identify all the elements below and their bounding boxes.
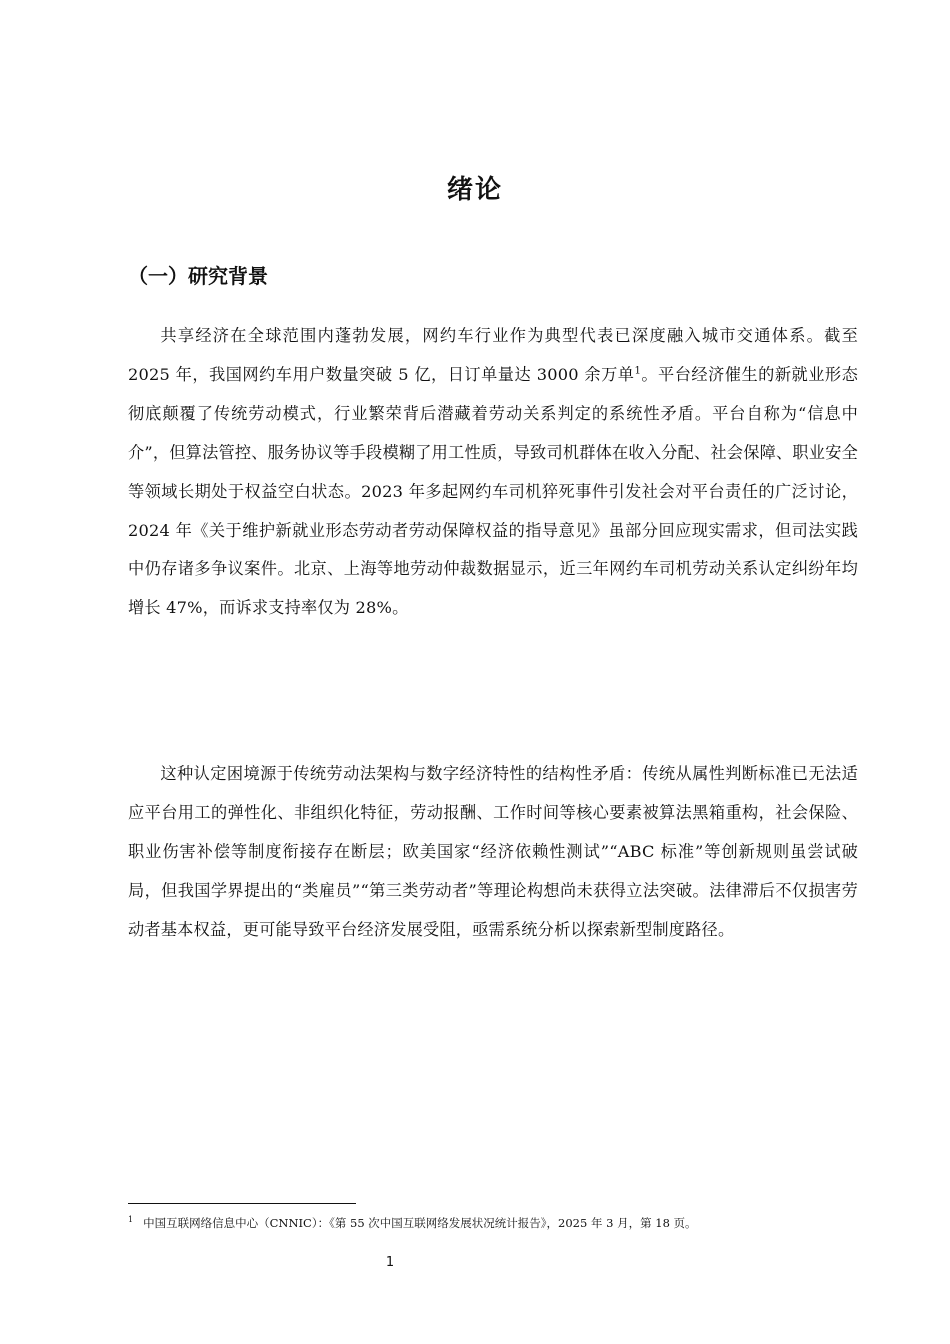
paragraph-1-text-b: 。平台经济催生的新就业形态彻底颠覆了传统劳动模式，行业繁荣背后潜藏着劳动关系判定的系统性矛盾。平台自称为“信息中介”，但算法管控、服务协议等手段模糊了用工性质，导致司机群体在收入分配、社会保障、职业安全等领域长期处于权益空白状态。2023 年多起网约车司机猝死事件引发社会对平台责任的广泛讨论，2024 年《关于维护新就业形态劳动者劳动保障权益的指导意见》虽部分回应现实需求，但司法实践中仍存诸多争议案件。北京、上海等地劳动仲裁数据显示，近三年网约车司机劳动关系认定纠纷年均增长 47%，而诉求支持率仅为 28%。	[128, 364, 858, 618]
body-paragraph-1	[128, 317, 858, 628]
footnote-reference[interactable]: 1	[634, 365, 642, 377]
chapter-title: 绪论	[446, 175, 503, 205]
footnote	[128, 1213, 858, 1233]
footnote-text: 中国互联网络信息中心（CNNIC）：《第 55 次中国互联网络发展状况统计报告》，2025 年 3 月，第 18 页。	[143, 1216, 697, 1230]
footnote-mark: 1	[128, 1215, 134, 1225]
footnote-separator	[128, 1203, 356, 1204]
body-paragraph-2: 这种认定困境源于传统劳动法架构与数字经济特性的结构性矛盾：传统从属性判断标准已无法适应平台用工的弹性化、非组织化特征，劳动报酬、工作时间等核心要素被算法黑箱重构，社会保险、职业伤害补偿等制度衔接存在断层；欧美国家“经济依赖性测试”“ABC 标准”等创新规则虽尝试破局，但我国学界提出的“类雇员”“第三类劳动者”等理论构想尚未获得立法突破。法律滞后不仅损害劳动者基本权益，更可能导致平台经济发展受阻，亟需系统分析以探索新型制度路径。	[128, 764, 858, 939]
page-number: 1	[385, 1255, 395, 1270]
section-heading: （一）研究背景	[128, 264, 268, 288]
paragraph-1-text-a: 共享经济在全球范围内蓬勃发展，网约车行业作为典型代表已深度融入城市交通体系。截至 2025 年，我国网约车用户数量突破 5 亿，日订单量达 3000 余万单	[128, 326, 858, 384]
